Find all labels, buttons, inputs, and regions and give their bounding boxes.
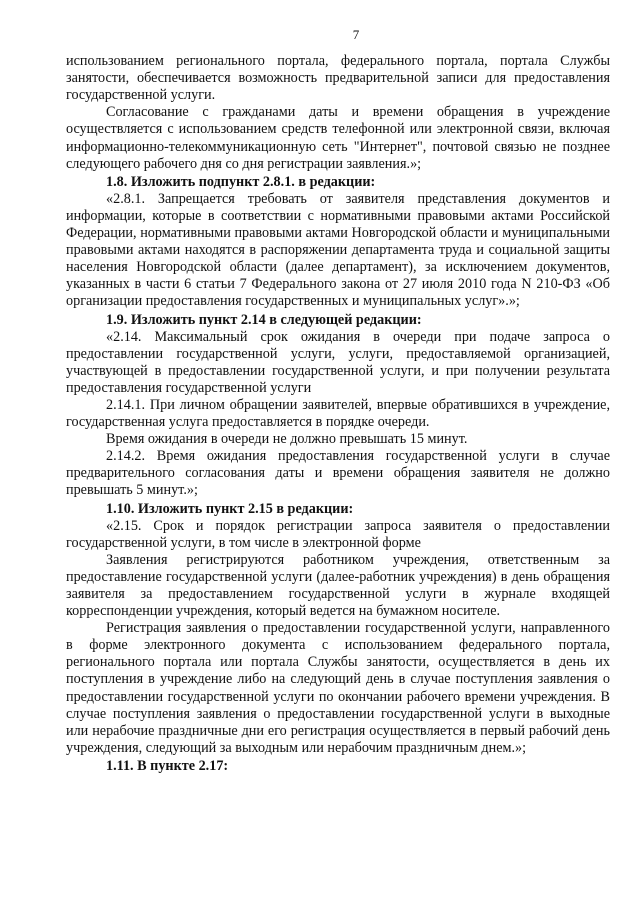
paragraph: «2.8.1. Запрещается требовать от заявителя представления документов и информации, которые в соответствии с нормативными правовыми актами Российской Федерации, нормативными правовыми актами Новгородской области и муниципальными правовыми актами находятся в распоряжении департамента труда и социальной защиты населения Новгородской области (далее департамент), за исключением документов, указанных в части 6 статьи 7 Федерального закона от 27 июля 2010 года N 210-ФЗ «Об организации предоставления государственных и муниципальных услуг».»; — [66, 190, 610, 310]
paragraph: Регистрация заявления о предоставлении государственной услуги, направленного в форме электронного документа с использованием федерального портала, регионального портала или портала Службы занятости, осуществляется в день их поступления в учреждение либо на следующий день в случае поступления заявления о предоставлении государственной услуги по окончании рабочего времени учреждения. В случае поступления заявления о предоставлении государственной услуги в выходные или нерабочие праздничные дни его регистрация осуществляется в первый рабочий день учреждения, следующий за выходным или нерабочим праздничным днем.»; — [66, 620, 610, 756]
paragraph: «2.14. Максимальный срок ожидания в очереди при подаче запроса о предоставлении государственной услуги, услуги, предоставляемой организацией, участвующей в предоставлении государственной услуги, и при получении результата предоставления государственной услуги — [66, 328, 610, 396]
paragraph: 2.14.1. При личном обращении заявителей, впервые обратившихся в учреждение, государственная услуга предоставляется в порядке очереди. — [66, 396, 610, 431]
section-heading: 1.9. Изложить пункт 2.14 в следующей редакции: — [106, 311, 422, 328]
paragraph: Время ожидания в очереди не должно превышать 15 минут. — [106, 431, 468, 448]
paragraph: «2.15. Срок и порядок регистрации запроса заявителя о предоставлении государственной услуги, в том числе в электронной форме — [66, 517, 610, 551]
section-heading: 1.10. Изложить пункт 2.15 в редакции: — [106, 500, 354, 517]
paragraph: использованием регионального портала, федерального портала, портала Службы занятости, обеспечивается возможность предварительной записи для предоставления государственной услуги. — [66, 53, 610, 104]
page-number: 7 — [352, 27, 360, 42]
section-heading: 1.11. В пункте 2.17: — [106, 757, 229, 774]
paragraph: Согласование с гражданами даты и времени обращения в учреждение осуществляется с использованием средств телефонной или электронной связи, включая информационно-телекоммуникационную сеть "Интернет", почтовой связью не позднее следующего рабочего дня со дня регистрации заявления.»; — [66, 104, 610, 172]
paragraph: Заявления регистрируются работником учреждения, ответственным за предоставление государственной услуги (далее-работник учреждения) в день обращения заявителя за предоставлением государственной услуги в журнале входящей корреспонденции учреждения, который ведется на бумажном носителе. — [66, 551, 610, 620]
section-heading: 1.8. Изложить подпункт 2.8.1. в редакции: — [106, 173, 376, 190]
paragraph: 2.14.2. Время ожидания предоставления государственной услуги в случае предварительного согласования даты и времени обращения заявителя не должно превышать 5 минут.»; — [66, 448, 610, 499]
